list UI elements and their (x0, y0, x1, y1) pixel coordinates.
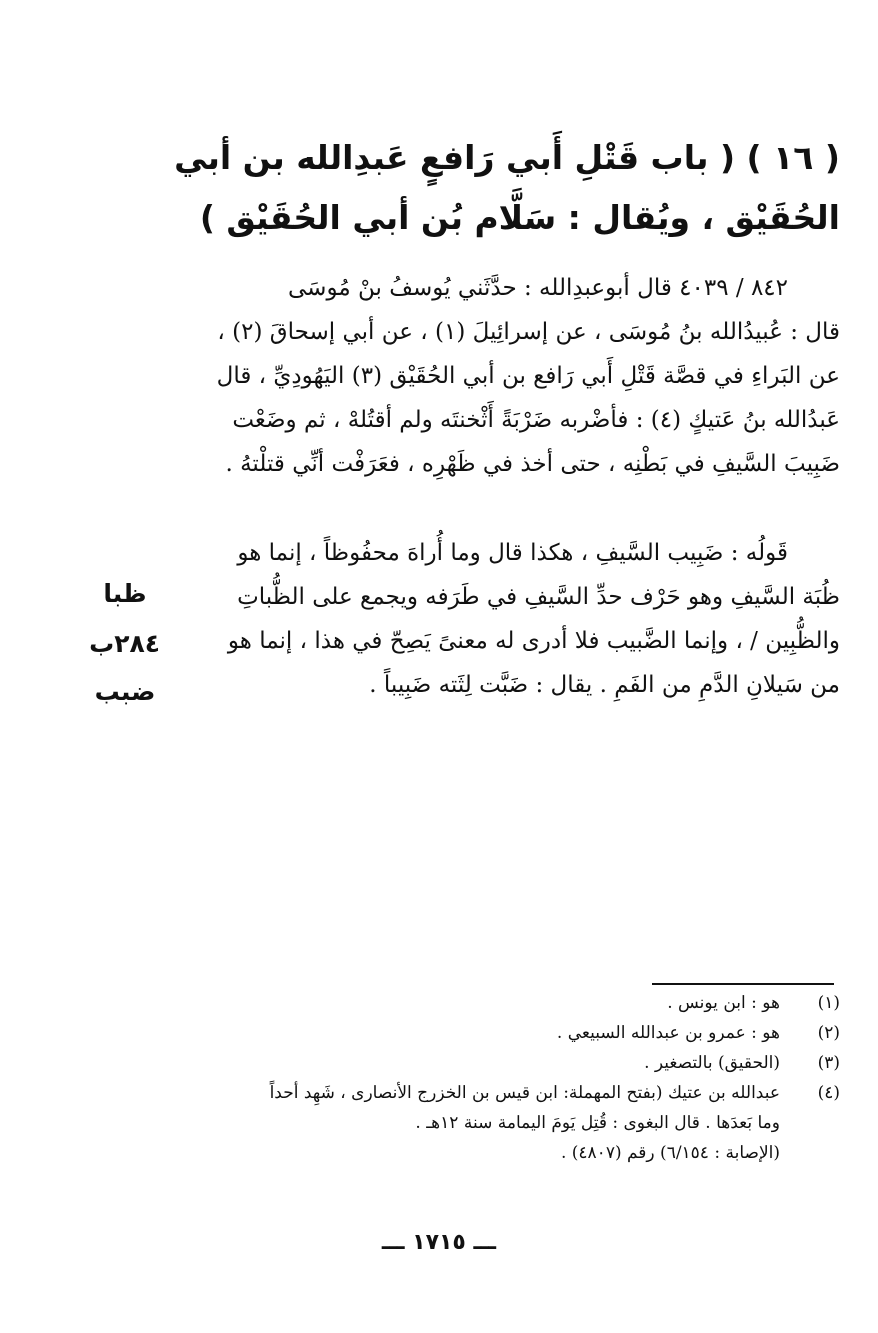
margin-note: ضبب (94, 677, 156, 706)
footnote (40, 1048, 840, 1078)
text-line: قال : عُبيدُالله بنُ مُوسَى ، عن إسرائِيلَ (١) ، عن أبي إسحاقَ (٢) ، (217, 319, 840, 345)
footnote-text: هو : ابن يونس . (667, 993, 780, 1013)
text-line: ٨٤٢ / ٤٠٣٩ قال أبوعبدِالله : حدَّثَني يُوسفُ بنْ مُوسَى (288, 275, 788, 301)
footnote-number: (٢) (817, 1023, 840, 1043)
text-line: ظُبَة السَّيفِ وهو حَرْف حدِّ السَّيفِ في طَرَفه ويجمع على الظُّباتِ (237, 584, 840, 610)
footnote-number: (٤) (817, 1083, 840, 1103)
text-line: عَبدُالله بنُ عَتيكٍ (٤) : فأضْربه ضَرْبَةً أَثْخنتَه ولم أقتُلهْ ، ثم وضَعْت (232, 407, 840, 433)
margin-note: ظبا (103, 579, 147, 608)
footnote (40, 988, 840, 1018)
commentary-paragraph (160, 531, 840, 707)
text-line: ضَبِيبَ السَّيفِ في بَطْنِه ، حتى أخذ في ظَهْرِه ، فعَرَفْت أنِّي قتلْتهُ . (225, 451, 840, 477)
footnotes (40, 988, 840, 1168)
footnote-continuation: وما بَعدَها . قال البغوى : قُتِل يَومَ اليمامة سنة ١٢هـ . (415, 1113, 780, 1133)
heading-line: ( ١٦ ) ( باب قَتْلِ أَبي رَافعٍ عَبدِالله بن أبي (174, 138, 840, 177)
footnote-text: (الحقيق) بالتصغير . (644, 1053, 780, 1073)
footnote (40, 1078, 840, 1108)
hadith-paragraph (160, 266, 840, 486)
footnote-text: عبدالله بن عتيك (بفتح المهملة: ابن قيس بن الخزرج الأنصارى ، شَهِد أحداً (269, 1083, 780, 1103)
text-line: عن البَراءِ في قصَّة قَتْلِ أَبي رَافع بن أبي الحُقَيْق (٣) اليَهُودِيِّ ، قال (216, 363, 840, 389)
text-line: من سَيلانِ الدَّمِ من الفَمِ . يقال : ضَبَّت لِثَته ضَبِيباً . (369, 672, 840, 698)
footnote-divider (652, 983, 834, 985)
footnote-text: هو : عمرو بن عبدالله السبيعي . (556, 1023, 780, 1043)
footnote-number: (٣) (817, 1053, 840, 1073)
chapter-heading (40, 128, 840, 248)
heading-line: الحُقَيْق ، ويُقال : سَلَّام بُن أبي الحُقَيْق ) (199, 198, 840, 237)
text-line: والظُّبِين / ، وإنما الضَّبيب فلا أدرى له معنىً يَصِحّ في هذا ، إنما هو (227, 628, 840, 654)
page-number: ـــ ١٧١٥ ـــ (381, 1230, 497, 1255)
footnote-continuation: (الإصابة : ٦/١٥٤) رقم (٤٨٠٧) . (560, 1143, 780, 1163)
footnote (40, 1018, 840, 1048)
margin-note: ٢٨٤ب (89, 629, 160, 658)
text-line: قَولُه : ضَبِيب السَّيفِ ، هكذا قال وما أُراهَ محفُوظاً ، إنما هو (237, 540, 788, 566)
footnote-number: (١) (817, 993, 840, 1013)
